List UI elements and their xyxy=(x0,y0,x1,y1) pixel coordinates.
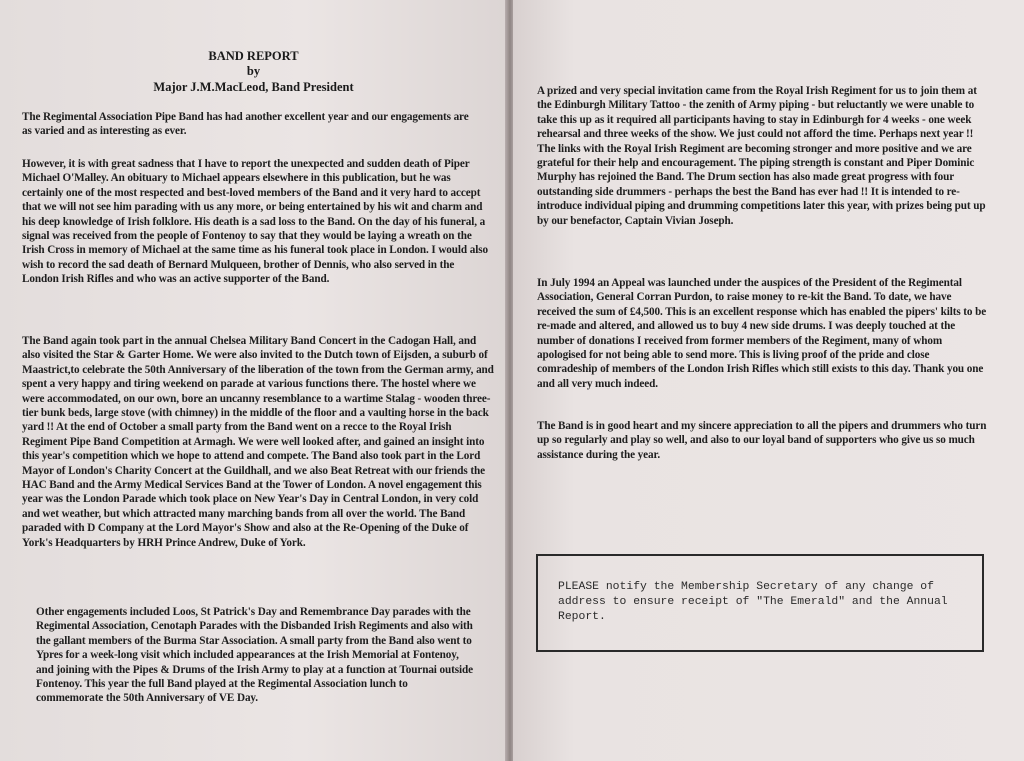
paragraph-intro: The Regimental Association Pipe Band has had another excellent year and our engagements are as varied and as interesting as ever. xyxy=(22,111,469,138)
paragraph-appeal: In July 1994 an Appeal was launched under the auspices of the President of the Regimental Association, General Corran Purdon, to raise money to re-kit the Band. To date, we have received the sum of £4,500. This is an excellent response which has enabled the pipers' kilts to be re-made and altered, and allowed us to buy 4 new side drums. I was deeply touched at the number of donations I received from former members of the Regiment, many of whom apologised for not being able to send more. This is living proof of the pride and close comradeship of members of the London Irish Rifles which still exists to this day. Thank you one and all very much indeed. xyxy=(537,277,987,390)
paragraph-engagements: The Band again took part in the annual Chelsea Military Band Concert in the Cadogan Hall, and also visited the Star & Garter Home. We were also invited to the Dutch town of Eijsden, a suburb of Maastrict,to celebrate the 50th Anniversary of the liberation of the town from the German army, and spent a very happy and tiring weekend on parade at various functions there. The hostel where we were accommodated, on our own, bore an uncanny resemblance to a wartime Stalag - wooden three-tier bunk beds, large stove (with chimney) in the middle of the floor and a vaulting horse in the back yard !! At the end of October a small party from the Band went on a recce to the Royal Irish Regiment Pipe Band Competition at Armagh. We were well looked after, and gained an insight into this year's competition which we hope to attend and compete. The Band also took part in the Lord Mayor of London's Charity Concert at the Guildhall, and we also Beat Retreat with our friends the HAC Band and the Army Medical Services Band at the Tower of London. A novel engagement this year was the London Parade which took place on New Year's Day in Central London, in very cold and wet weather, but which attracted many marching bands from all over the world. The Band paraded with D Company at the Lord Mayor's Show and also at the Re-Opening of the Duke of York's Headquarters by HRH Prince Andrew, Duke of York. xyxy=(22,335,494,549)
paragraph-tattoo-invitation: A prized and very special invitation came from the Royal Irish Regiment for us to join them at the Edinburgh Military Tattoo - the zenith of Army piping - but reluctantly we were unable to take this up as it required all participants having to stay in Edinburgh for 4 weeks - one week rehearsal and three weeks of the show. We just could not afford the time. Perhaps next year !! The links with the Royal Irish Regiment are becoming stronger and more positive and we are grateful for their help and encouragement. The piping strength is constant and Piper Dominic Murphy has rejoined the Band. The Drum section has also made great progress with four outstanding side drummers - perhaps the best the Band has ever had !! It is intended to re-introduce individual piping and drumming competitions later this year, with prizes being put up by our benefactor, Captain Vivian Joseph. xyxy=(537,85,986,227)
report-by: by xyxy=(246,64,261,78)
paragraph-closing: The Band is in good heart and my sincere appreciation to all the pipers and drummers who turn up so regularly and play so well, and also to our loyal band of supporters who give us so much assistance during the year. xyxy=(537,420,987,461)
left-page xyxy=(0,0,507,761)
paragraph-obituary: However, it is with great sadness that I have to report the unexpected and sudden death of Piper Michael O'Malley. An obituary to Michael appears elsewhere in this publication, but he was certainly one of the most respected and best-loved members of the Band and it very hard to accept that we will not see him parading with us any more, or being entertained by his wit and charm and his deep knowledge of Irish folklore. His death is a sad loss to the Band. On the day of his funeral, a signal was received from the people of Fontenoy to say that they would be laying a wreath on the Irish Cross in memory of Michael at the same time as his funeral took place in London. I would also wish to record the sad death of Bernard Mulqueen, brother of Dennis, who also served in the London Irish Rifles and who was an active supporter of the Band. xyxy=(22,158,488,286)
address-notice-box xyxy=(536,554,984,652)
paragraph-other-engagements: Other engagements included Loos, St Patrick's Day and Remembrance Day parades with the Regimental Association, Cenotaph Parades with the Disbanded Irish Regiments and also with the gallant members of the Burma Star Association. A small party from the Band also went to Ypres for a week-long visit which included appearances at the Irish Memorial at Fontenoy, and joining with the Pipes & Drums of the Irish Army to play at a function at Tournai outside Fontenoy. This year the full Band played at the Regimental Association lunch to commemorate the 50th Anniversary of VE Day. xyxy=(36,606,474,705)
report-author: Major J.M.MacLeod, Band President xyxy=(153,80,354,94)
address-notice-text: PLEASE notify the Membership Secretary of any change of address to ensure receipt of "The Emerald" and the Annual Report. xyxy=(558,581,948,623)
report-title: BAND REPORT xyxy=(208,49,299,63)
